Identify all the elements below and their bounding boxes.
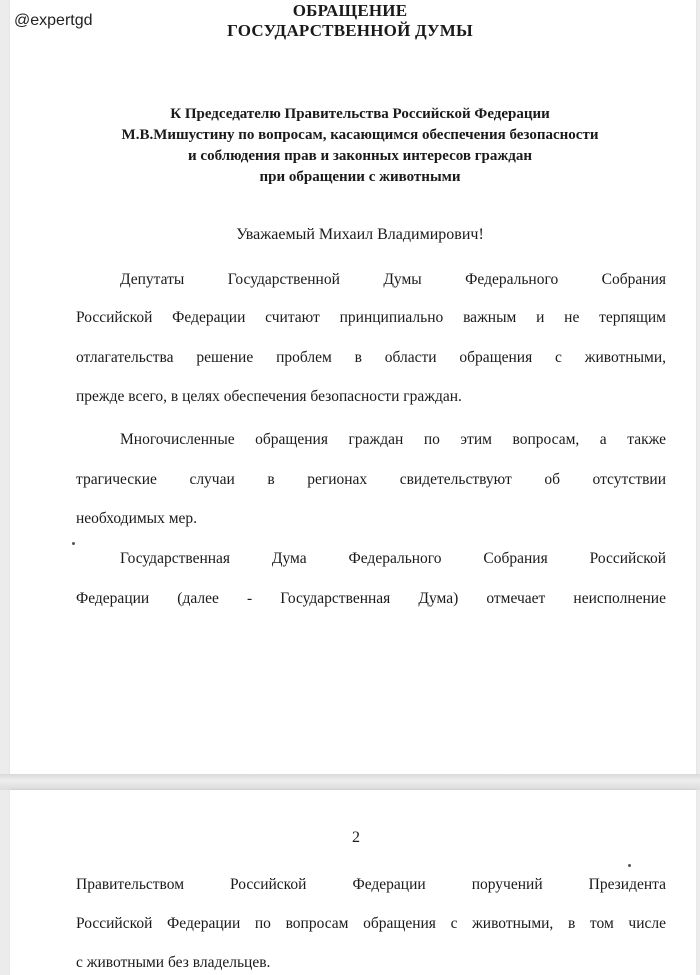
scan-speck — [72, 542, 75, 545]
body-line-5: Многочисленные обращения граждан по этим вопросам, а также — [120, 431, 666, 448]
body-line-8: Государственная Дума Федерального Собрания Российской — [120, 550, 666, 567]
addressee-line-2: М.В.Мишустину по вопросам, касающимся обеспечения безопасности — [121, 127, 599, 143]
body-line-2: Российской Федерации считают принципиально важным и не терпящим — [76, 309, 666, 326]
body-line-3: отлагательства решение проблем в области обращения с животными, — [76, 349, 666, 366]
page-separator — [0, 774, 700, 790]
body-line-4: прежде всего, в целях обеспечения безопасности граждан. — [76, 388, 462, 405]
body-line-6: трагические случаи в регионах свидетельствуют об отсутствии — [76, 471, 666, 488]
addressee-line-3: и соблюдения прав и законных интересов граждан — [188, 148, 532, 164]
body-line-9: Федерации (далее - Государственная Дума) отмечает неисполнение — [76, 590, 666, 607]
scan-speck — [628, 864, 631, 867]
page2-line-1: Правительством Российской Федерации поручений Президента — [76, 876, 666, 893]
page-number: 2 — [352, 829, 360, 846]
watermark-handle: @expertgd — [14, 12, 93, 29]
page2-line-2: Российской Федерации по вопросам обращения с животными, в том числе — [76, 915, 666, 932]
salutation: Уважаемый Михаил Владимирович! — [236, 226, 484, 243]
addressee-line-1: К Председателю Правительства Российской Федерации — [170, 106, 550, 122]
body-line-1: Депутаты Государственной Думы Федерального Собрания — [120, 271, 666, 288]
document-title-line-2: ГОСУДАРСТВЕННОЙ ДУМЫ — [227, 21, 473, 40]
page2-line-3: с животными без владельцев. — [76, 954, 271, 971]
document-title-line-1: ОБРАЩЕНИЕ — [292, 1, 408, 20]
body-line-7: необходимых мер. — [76, 510, 198, 527]
addressee-line-4: при обращении с животными — [259, 169, 461, 185]
